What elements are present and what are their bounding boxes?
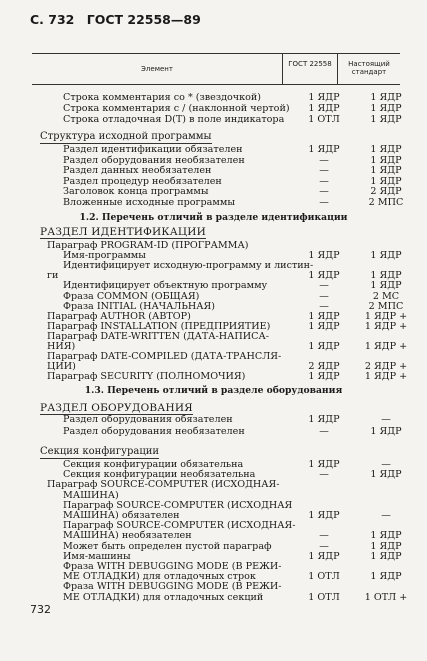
row-element: ги <box>47 270 59 282</box>
row-element: Секция конфигурации необязательна <box>63 469 256 481</box>
row-gost-value: — <box>319 196 329 208</box>
row-standard-value: 1 ЯДР <box>370 165 402 176</box>
row-standard-value: 1 ЯДР <box>370 103 402 114</box>
row-element: Раздел оборудования необязателен <box>63 154 245 166</box>
row-element: Строка комментария со * (звездочкой) <box>63 92 262 103</box>
row-element: Вложенные исходные программы <box>63 196 235 208</box>
row-gost-value: — <box>319 469 329 481</box>
footer-page-number: 732 <box>30 603 51 616</box>
row-gost-value: 1 ЯДР <box>308 103 340 114</box>
page-number: С. 732 <box>30 12 75 27</box>
row-element: МЕ ОТЛАДКИ) для отладочных секций <box>63 591 264 603</box>
row-standard-value: 1 ЯДР <box>370 114 402 125</box>
row-gost-value: 1 ЯДР <box>308 270 340 282</box>
row-standard-value: 1 ЯДР <box>370 250 402 262</box>
row-element: Идентифицирует объектную программу <box>63 280 268 292</box>
header-standard: Настоящий стандарт <box>348 60 390 76</box>
section-configuration: Секция конфигурации <box>40 446 160 457</box>
row-element: Параграф DATE-COMPILED (ДАТА-ТРАНСЛЯ- <box>47 351 282 363</box>
row-element: Параграф SOURCE-COMPUTER (ИСХОДНАЯ- <box>47 479 280 491</box>
row-element: НИЯ) <box>47 341 76 352</box>
row-gost-value: 1 ЯДР <box>308 414 340 425</box>
row-gost-value: — <box>319 186 329 197</box>
row-standard-value: 1 ЯДР <box>370 469 402 481</box>
section-program-structure: Структура исходной программы <box>40 131 212 142</box>
table-header <box>32 53 400 85</box>
row-element: ЦИИ) <box>47 361 76 373</box>
table-row <box>0 414 427 426</box>
row-standard-value: 1 ЯДР <box>370 530 402 542</box>
row-gost-value: 1 ЯДР <box>308 92 340 103</box>
standard-code: ГОСТ 22558—89 <box>86 12 201 27</box>
row-standard-value: 1 ОТЛ + <box>364 591 408 603</box>
row-standard-value: 2 ЯДР + <box>364 361 408 373</box>
row-element: МАШИНА) необязателен <box>63 530 192 542</box>
row-gost-value: — <box>319 540 329 552</box>
row-standard-value: 1 ЯДР <box>370 550 402 562</box>
row-gost-value: 1 ЯДР <box>308 459 340 470</box>
row-standard-value: 1 ЯДР <box>370 425 402 437</box>
row-element: Фраза INITIAL (НАЧАЛЬНАЯ) <box>63 300 215 312</box>
table-row <box>0 426 427 438</box>
row-element: Раздел процедур необязателен <box>63 175 222 187</box>
row-gost-value: 1 ЯДР <box>308 320 340 332</box>
row-element: МАШИНА) обязателен <box>63 510 180 521</box>
row-standard-value: 1 ЯДР <box>370 144 402 155</box>
row-standard-value: 1 ЯДР + <box>364 320 408 332</box>
row-standard-value: 2 МС <box>372 290 400 302</box>
row-element: Заголовок конца программы <box>63 186 209 197</box>
row-element: Фраза WITH DEBUGGING MODE (В РЕЖИ- <box>63 581 282 593</box>
header-gost: ГОСТ 22558 <box>288 60 332 68</box>
row-standard-value: 1 ЯДР + <box>364 310 408 322</box>
row-element: Раздел идентификации обязателен <box>63 144 243 155</box>
row-element: Строка отладочная D(T) в поле индикатора <box>63 114 285 125</box>
row-standard-value: 1 ЯДР <box>370 270 402 282</box>
row-gost-value: — <box>319 530 329 542</box>
header-element: Элемент <box>141 65 173 73</box>
row-element: Имя-машины <box>63 550 131 562</box>
row-gost-value: 2 ЯДР <box>308 361 340 373</box>
subtitle-1-2: 1.2. Перечень отличий в разделе идентификации <box>79 212 348 223</box>
row-standard-value: 2 МПС <box>368 196 404 208</box>
row-gost-value: 1 ОТЛ <box>308 114 340 125</box>
row-gost-value: 1 ЯДР <box>308 250 340 262</box>
row-element: Параграф SOURCE-COMPUTER (ИСХОДНАЯ- <box>63 520 296 532</box>
row-element: Идентифицирует исходную-программу и листин- <box>63 260 314 272</box>
row-gost-value: — <box>319 300 329 312</box>
table-row <box>0 114 427 126</box>
row-element: МЕ ОТЛАДКИ) для отладочных строк <box>63 571 256 583</box>
table-row <box>0 197 427 209</box>
row-standard-value: 1 ЯДР + <box>364 341 408 352</box>
row-gost-value: — <box>319 425 329 437</box>
row-element: Имя-программы <box>63 250 146 262</box>
subtitle-1-3: 1.3. Перечень отличий в разделе оборудования <box>84 385 343 396</box>
row-gost-value: 1 ЯДР <box>308 510 340 521</box>
row-element: Параграф PROGRAM-ID (ПРОГРАММА) <box>47 240 249 251</box>
row-gost-value: 1 ЯДР <box>308 310 340 322</box>
row-standard-value: 1 ЯДР <box>370 280 402 292</box>
row-gost-value: — <box>319 175 329 187</box>
row-element: МАШИНА) <box>63 489 119 501</box>
row-element: Параграф SOURCE-COMPUTER (ИСХОДНАЯ <box>63 499 293 511</box>
row-gost-value: 1 ОТЛ <box>308 591 340 603</box>
row-element: Строка комментария с / (наклонной чертой) <box>63 103 290 114</box>
row-standard-value: — <box>381 510 391 521</box>
row-element: Секция конфигурации обязательна <box>63 459 244 470</box>
row-element: Параграф INSTALLATION (ПРЕДПРИЯТИЕ) <box>47 320 271 332</box>
section-equipment: РАЗДЕЛ ОБОРУДОВАНИЯ <box>40 402 193 414</box>
row-gost-value: — <box>319 290 329 302</box>
row-gost-value: — <box>319 165 329 176</box>
row-element: Фраза COMMON (ОБЩАЯ) <box>63 290 200 302</box>
row-element: Раздел оборудования обязателен <box>63 414 233 425</box>
row-standard-value: — <box>381 414 391 425</box>
row-gost-value: 1 ОТЛ <box>308 571 340 583</box>
row-standard-value: 1 ЯДР + <box>364 371 408 383</box>
table-row <box>0 371 427 383</box>
row-gost-value: 1 ЯДР <box>308 550 340 562</box>
row-standard-value: 2 ЯДР <box>370 186 402 197</box>
row-gost-value: 1 ЯДР <box>308 144 340 155</box>
row-element: Фраза WITH DEBUGGING MODE (В РЕЖИ- <box>63 561 282 572</box>
row-standard-value: 1 ЯДР <box>370 175 402 187</box>
row-element: Раздел оборудования необязателен <box>63 425 245 437</box>
section-identification: РАЗДЕЛ ИДЕНТИФИКАЦИИ <box>40 226 206 238</box>
table-row <box>0 592 427 604</box>
row-element: Параграф SECURITY (ПОЛНОМОЧИЯ) <box>47 371 246 383</box>
row-gost-value: 1 ЯДР <box>308 371 340 383</box>
row-element: Может быть определен пустой параграф <box>63 540 272 552</box>
row-element: Параграф AUTHOR (АВТОР) <box>47 310 191 322</box>
row-element: Раздел данных необязателен <box>63 165 212 176</box>
row-element: Параграф DATE-WRITTEN (ДАТА-НАПИСА- <box>47 330 270 342</box>
row-standard-value: 1 ЯДР <box>370 540 402 552</box>
row-standard-value: — <box>381 459 391 470</box>
row-standard-value: 1 ЯДР <box>370 571 402 583</box>
row-standard-value: 1 ЯДР <box>370 92 402 103</box>
row-gost-value: — <box>319 280 329 292</box>
row-gost-value: — <box>319 154 329 166</box>
row-standard-value: 1 ЯДР <box>370 154 402 166</box>
row-standard-value: 2 МПС <box>368 300 404 312</box>
page-header <box>30 12 201 27</box>
row-gost-value: 1 ЯДР <box>308 341 340 352</box>
